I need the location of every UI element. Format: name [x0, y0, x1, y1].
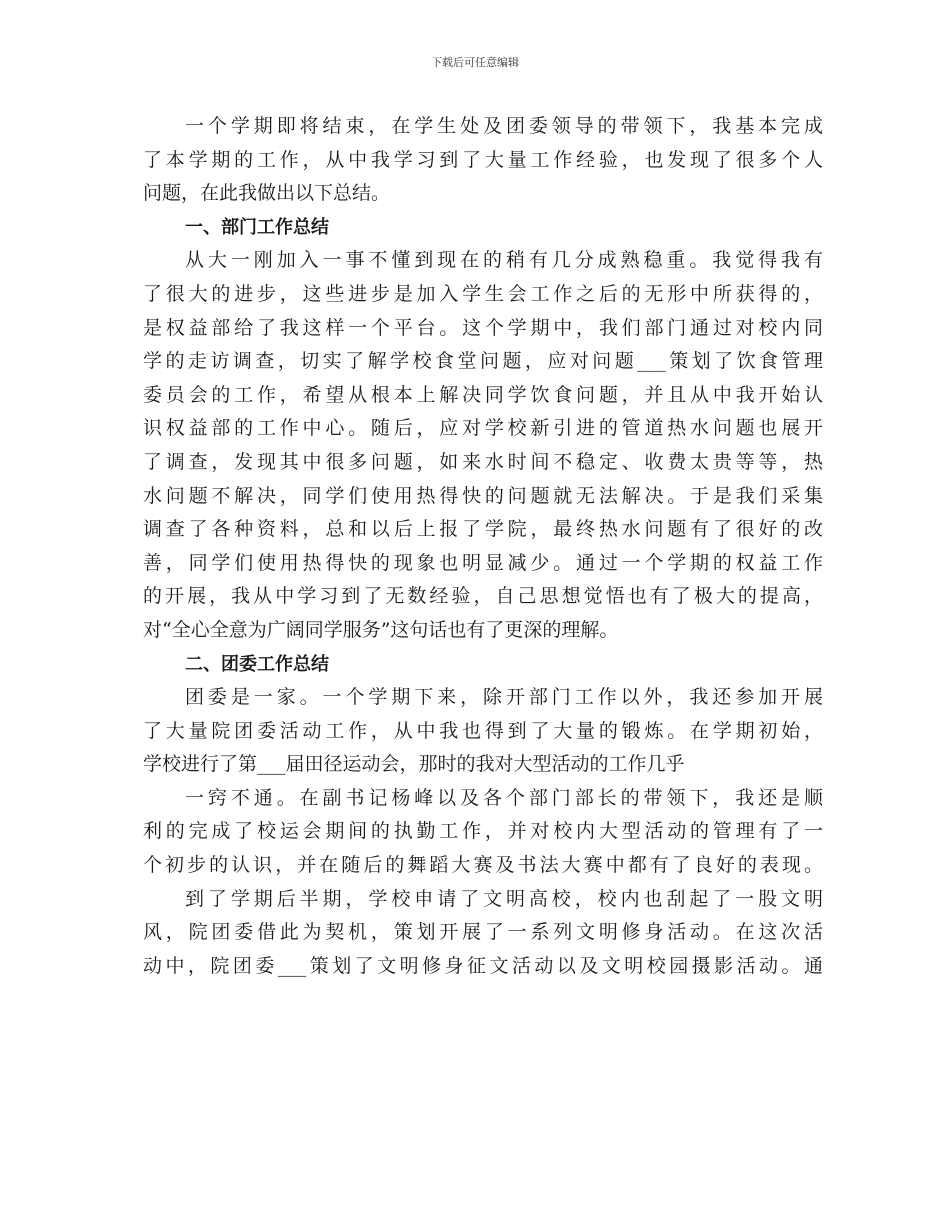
text-line: 到了学期后半期，学校申请了文明高校，校内也刮起了一股文明	[185, 887, 823, 910]
text-line: 了本学期的工作，从中我学习到了大量工作经验，也发现了很多个人	[143, 148, 823, 171]
text-line: 了大量院团委活动工作，从中我也得到了大量的锻炼。在学期初始，	[143, 719, 823, 742]
text-line: 对“全心全意为广阔同学服务”这句话也有了更深的理解。	[143, 618, 619, 641]
section-heading: 一、部门工作总结	[185, 216, 329, 238]
text-line: 从大一刚加入一事不懂到现在的稍有几分成熟稳重。我觉得我有	[185, 249, 823, 272]
text-line: 个初步的认识，并在随后的舞蹈大赛及书法大赛中都有了良好的表现。	[143, 854, 823, 877]
text-line: 学的走访调查，切实了解学校食堂问题，应对问题___策划了饮食管理	[143, 350, 823, 373]
text-line: 调查了各种资料，总和以后上报了学院，最终热水问题有了很好的改	[143, 518, 823, 541]
text-line: 团委是一家。一个学期下来，除开部门工作以外，我还参加开展	[185, 686, 823, 709]
text-line: 水问题不解决，同学们使用热得快的问题就无法解决。于是我们采集	[143, 484, 823, 507]
text-line: 是权益部给了我这样一个平台。这个学期中，我们部门通过对校内同	[143, 316, 823, 339]
text-line: 动中，院团委___策划了文明修身征文活动以及文明校园摄影活动。通	[143, 954, 823, 977]
text-line: 一窍不通。在副书记杨峰以及各个部门部长的带领下，我还是顺	[185, 786, 823, 809]
text-line: 利的完成了校运会期间的执勤工作，并对校内大型活动的管理有了一	[143, 820, 823, 843]
text-line: 问题，在此我做出以下总结。	[143, 182, 391, 205]
text-line: 风，院团委借此为契机，策划开展了一系列文明修身活动。在这次活	[143, 921, 823, 944]
text-line: 学校进行了第___届田径运动会，那时的我对大型活动的工作几乎	[143, 753, 685, 776]
text-line: 的开展，我从中学习到了无数经验，自己思想觉悟也有了极大的提高，	[143, 585, 823, 608]
text-line: 了很大的进步，这些进步是加入学生会工作之后的无形中所获得的，	[143, 282, 823, 305]
section-heading: 二、团委工作总结	[185, 653, 329, 675]
text-line: 委员会的工作，希望从根本上解决同学饮食问题，并且从中我开始认	[143, 383, 823, 406]
text-line: 一个学期即将结束，在学生处及团委领导的带领下，我基本完成	[185, 115, 823, 137]
text-line: 了调查，发现其中很多问题，如来水时间不稳定、收费太贵等等，热	[143, 450, 823, 473]
text-line: 善，同学们使用热得快的现象也明显减少。通过一个学期的权益工作	[143, 551, 823, 574]
document-body	[143, 110, 823, 983]
page-header-note: 下载后可任意编辑	[431, 56, 519, 69]
text-line: 识权益部的工作中心。随后，应对学校新引进的管道热水问题也展开	[143, 417, 823, 440]
